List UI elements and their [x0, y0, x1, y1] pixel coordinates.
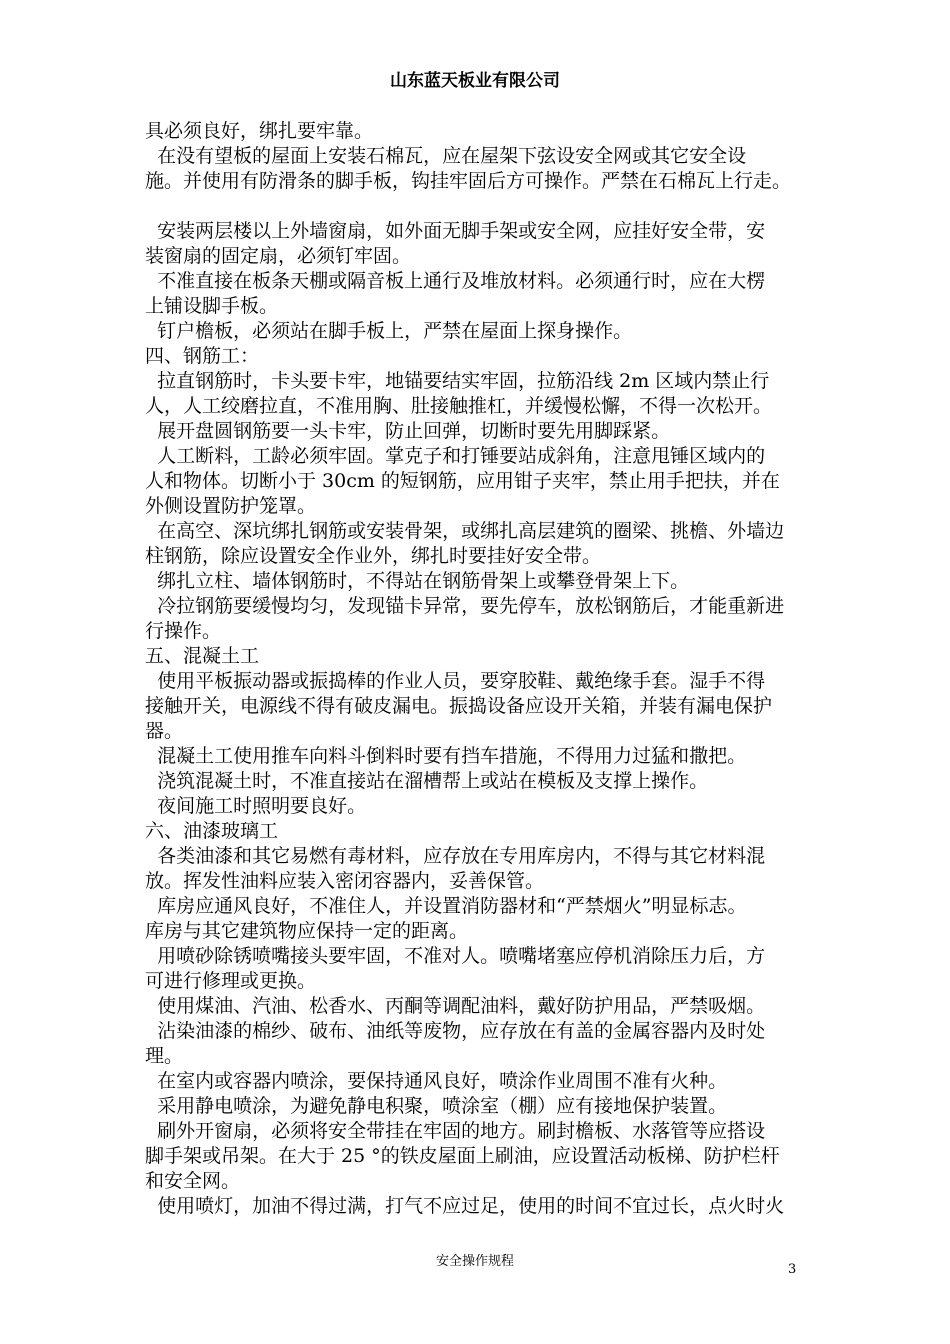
text-line: 外侧设置防护笼罩。: [145, 495, 317, 517]
text-line: 四、钢筋工：: [145, 345, 260, 367]
text-line: 绑扎立柱、墙体钢筋时，不得站在钢筋骨架上或攀登骨架上下。: [145, 570, 690, 592]
text-line: 柱钢筋，除应设置安全作业外，绑扎时要挂好安全带。: [145, 545, 602, 567]
text-line: 五、混凝土工: [145, 645, 260, 667]
document-body: [145, 119, 825, 1219]
text-line: 六、油漆玻璃工: [145, 820, 279, 842]
text-line: 混凝土工使用推车向料斗倒料时要有挡车措施，不得用力过猛和撒把。: [145, 745, 747, 767]
text-line: 冷拉钢筋要缓慢均匀，发现锚卡异常，要先停车，放松钢筋后，才能重新进: [145, 595, 785, 617]
text-line: 在高空、深坑绑扎钢筋或安装骨架，或绑扎高层建筑的圈梁、挑檐、外墙边: [145, 520, 785, 542]
text-line: 装窗扇的固定扇，必须钉牢固。: [145, 245, 412, 267]
text-line: 人工断料，工龄必须牢固。掌克子和打锤要站成斜角，注意甩锤区域内的: [145, 445, 766, 467]
text-line: 使用平板振动器或振捣棒的作业人员，要穿胶鞋、戴绝缘手套。湿手不得: [145, 670, 766, 692]
text-line: 沾染油漆的棉纱、破布、油纸等废物，应存放在有盖的金属容器内及时处: [145, 1020, 766, 1042]
page-number: 3: [788, 1262, 797, 1277]
text-line: 库房与其它建筑物应保持一定的距离。: [145, 920, 469, 942]
text-line: 不准直接在板条天棚或隔音板上通行及堆放材料。必须通行时，应在大楞: [145, 270, 766, 292]
text-line: 夜间施工时照明要良好。: [145, 795, 367, 817]
text-line: 在没有望板的屋面上安装石棉瓦，应在屋架下弦设安全网或其它安全设: [145, 145, 747, 167]
text-line: 在室内或容器内喷涂，要保持通风良好，喷涂作业周围不准有火种。: [145, 1070, 728, 1092]
text-line: 人和物体。切断小于 30cm 的短钢筋，应用钳子夹牢，禁止用手把扶，并在: [145, 470, 780, 492]
text-line: 放。挥发性油料应装入密闭容器内，妥善保管。: [145, 870, 545, 892]
text-line: 脚手架或吊架。在大于 25 °的铁皮屋面上刷油，应设置活动板梯、防护栏杆: [145, 1145, 780, 1167]
blank-line: [145, 194, 825, 219]
text-line: 钉户檐板，必须站在脚手板上，严禁在屋面上探身操作。: [145, 320, 633, 342]
text-line: 施。并使用有防滑条的脚手板，钩挂牢固后方可操作。严禁在石棉瓦上行走。: [145, 170, 792, 192]
text-line: 浇筑混凝土时，不准直接站在溜槽帮上或站在模板及支撑上操作。: [145, 770, 709, 792]
text-line: 具必须良好，绑扎要牢靠。: [145, 120, 374, 142]
text-line: 库房应通风良好，不准住人，并设置消防器材和“严禁烟火”明显标志。: [145, 895, 747, 917]
text-line: 展开盘圆钢筋要一头卡牢，防止回弹，切断时要先用脚踩紧。: [145, 420, 671, 442]
text-line: 使用喷灯，加油不得过满，打气不应过足，使用的时间不宜过长，点火时火: [145, 1195, 785, 1217]
text-line: 各类油漆和其它易燃有毒材料，应存放在专用库房内，不得与其它材料混: [145, 845, 766, 867]
text-line: 器。: [145, 720, 184, 742]
text-line: 人，人工绞磨拉直，不准用胸、肚接触推杠，并缓慢松懈，不得一次松开。: [145, 395, 773, 417]
text-line: 使用煤油、汽油、松香水、丙酮等调配油料，戴好防护用品，严禁吸烟。: [145, 995, 766, 1017]
text-line: 接触开关，电源线不得有破皮漏电。振捣设备应设开关箱，并装有漏电保护: [145, 695, 773, 717]
text-line: 上铺设脚手板。: [145, 295, 279, 317]
text-line: 用喷砂除锈喷嘴接头要牢固，不准对人。喷嘴堵塞应停机消除压力后，方: [145, 945, 766, 967]
page-footer-title: 安全操作规程: [435, 1254, 514, 1269]
text-line: 和安全网。: [145, 1170, 241, 1192]
text-line: 行操作。: [145, 620, 222, 642]
text-line: 可进行修理或更换。: [145, 970, 317, 992]
text-line: 安装两层楼以上外墙窗扇，如外面无脚手架或安全网，应挂好安全带，安: [145, 220, 766, 242]
text-line: 刷外开窗扇，必须将安全带挂在牢固的地方。刷封檐板、水落管等应搭设: [145, 1120, 766, 1142]
text-line: 采用静电喷涂，为避免静电积聚，喷涂室（棚）应有接地保护装置。: [145, 1095, 728, 1117]
page-header-company: 山东蓝天板业有限公司: [390, 71, 560, 91]
text-line: 拉直钢筋时，卡头要卡牢，地锚要结实牢固，拉筋沿线 2m 区域内禁止行: [145, 370, 770, 392]
text-line: 理。: [145, 1045, 184, 1067]
